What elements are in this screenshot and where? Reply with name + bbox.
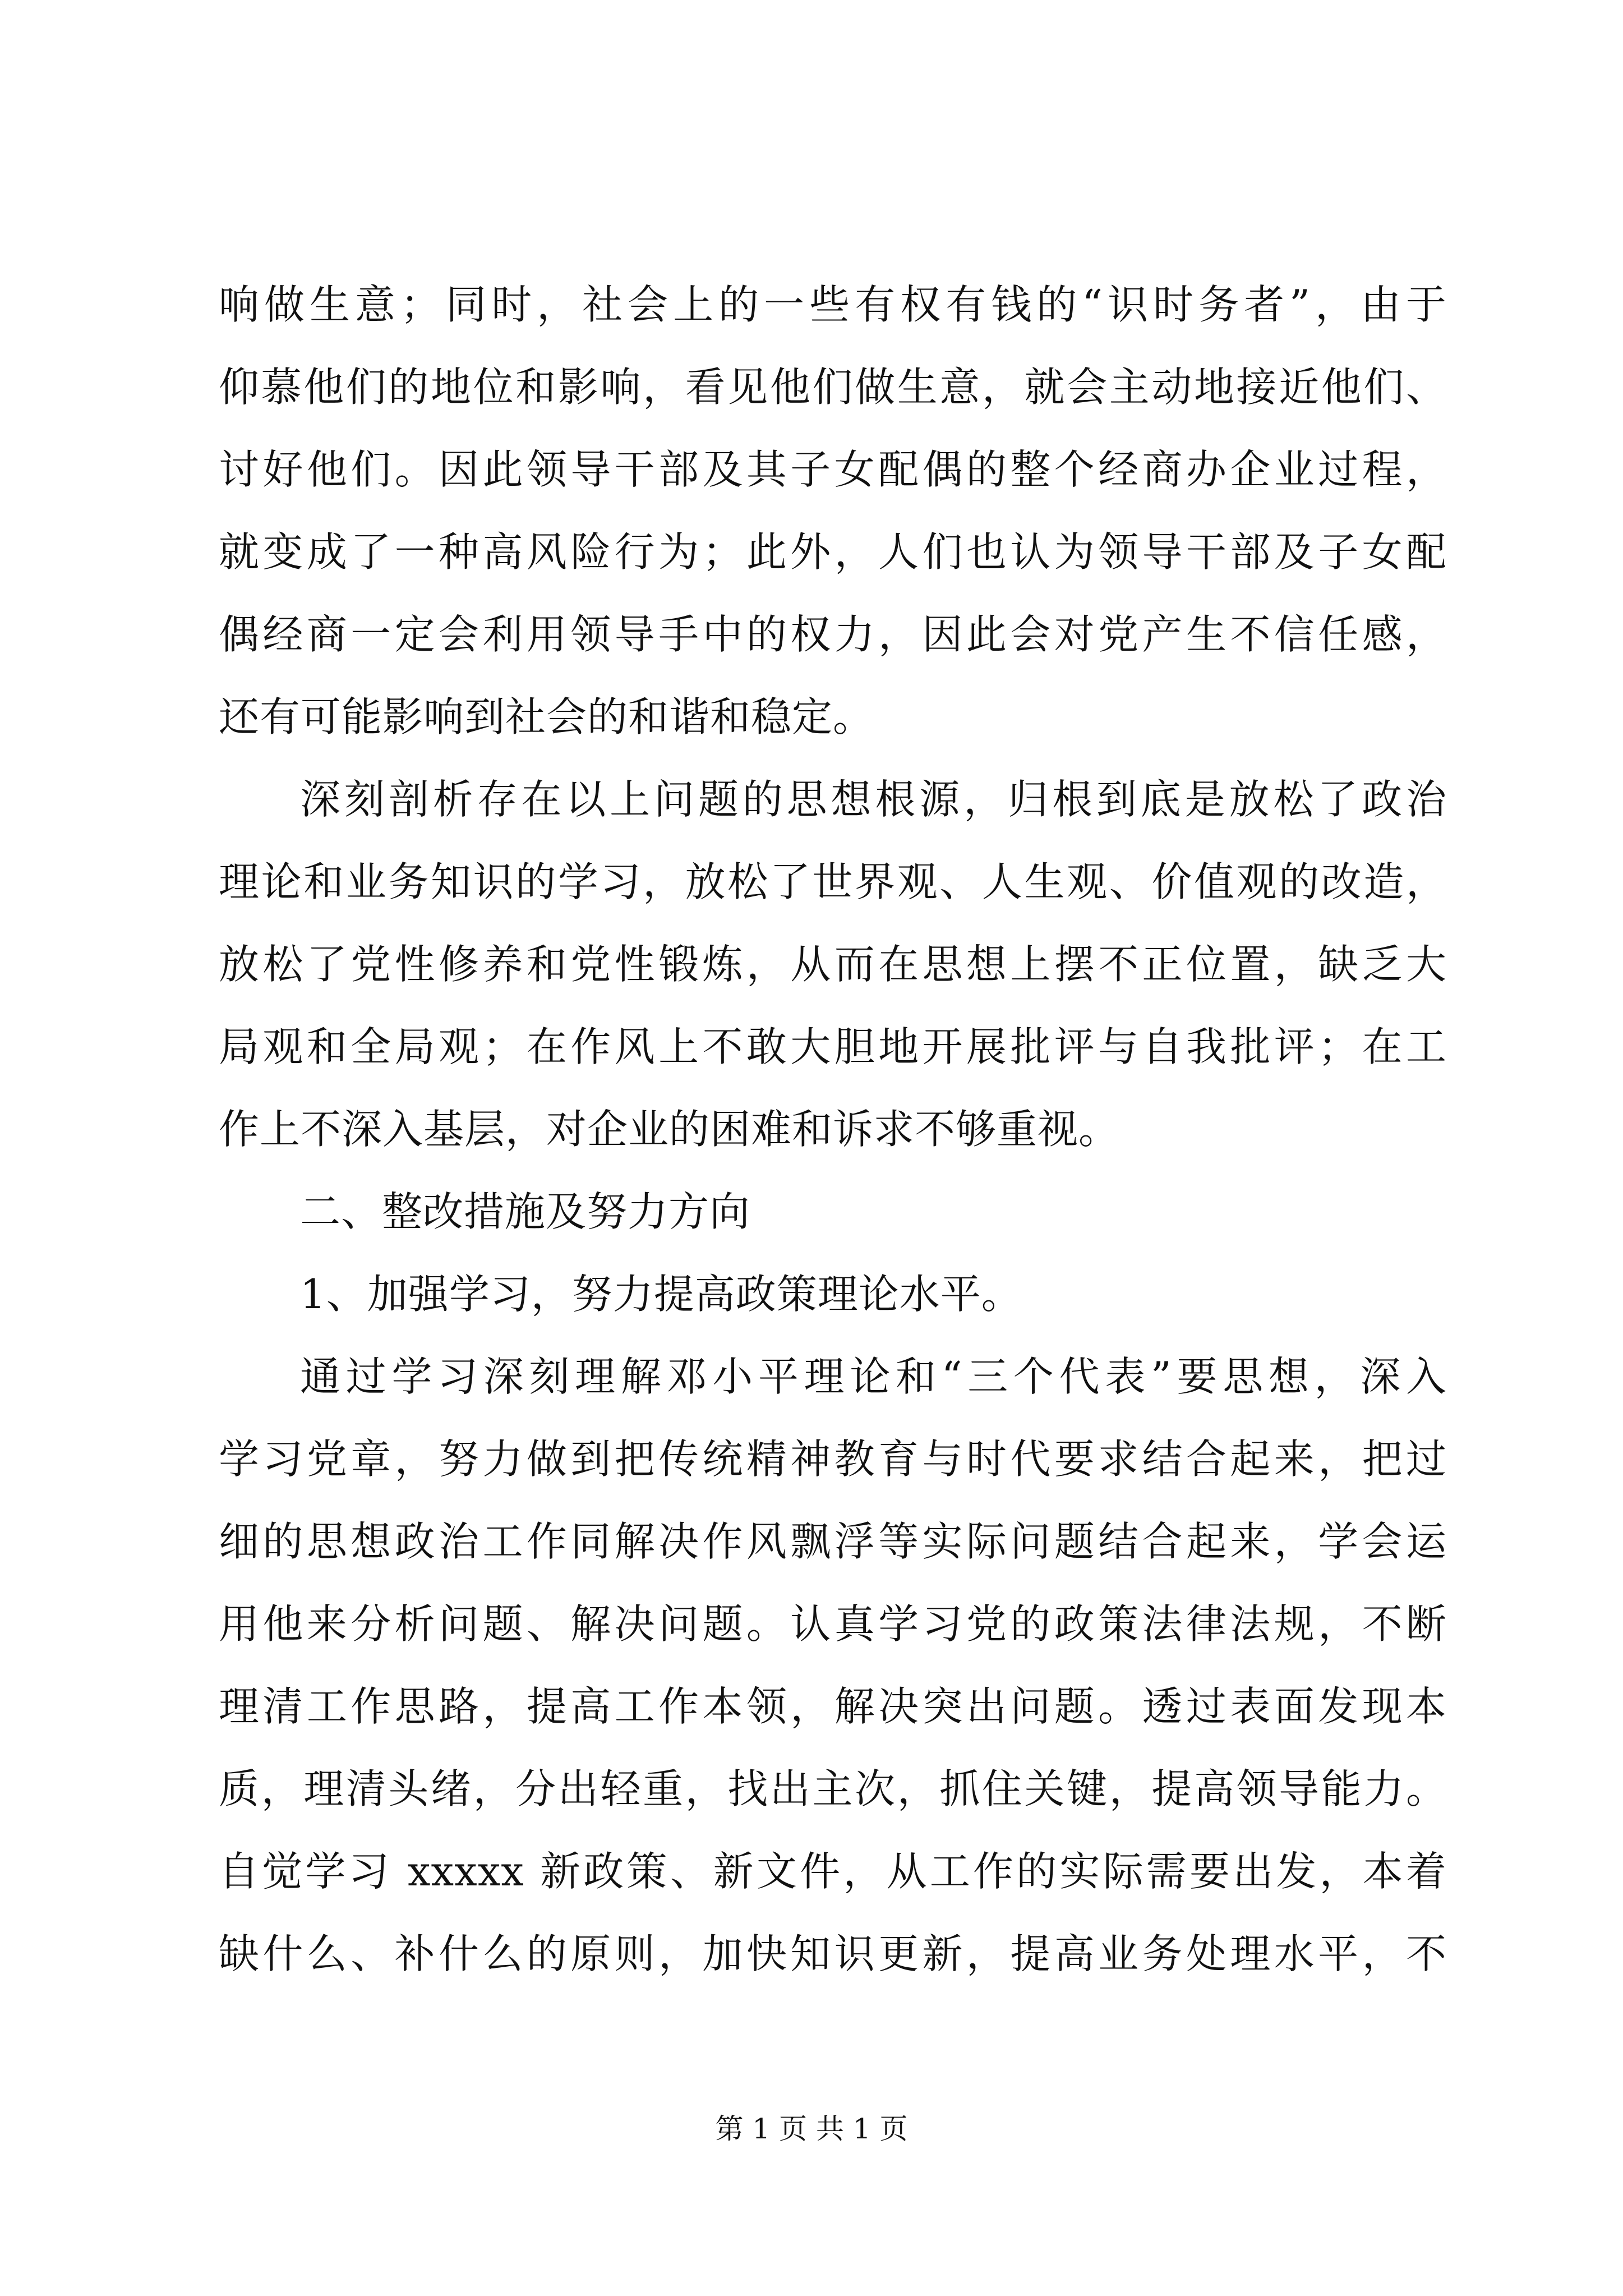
text-line: 仰慕他们的地位和影响，看见他们做生意，就会主动地接近他们、	[219, 364, 1447, 411]
text-line: 偶经商一定会利用领导手中的权力，因此会对党产生不信任感，	[219, 611, 1447, 658]
text-line: 响做生意；同时，社会上的一些有权有钱的“识时务者”，由于	[219, 281, 1447, 328]
text-line: 质，理清头绪，分出轻重，找出主次，抓住关键，提高领导能力。	[219, 1765, 1447, 1812]
text-line: 局观和全局观；在作风上不敢大胆地开展批评与自我批评；在工	[219, 1023, 1447, 1070]
paragraph-first-line: 通过学习深刻理解邓小平理论和“三个代表”要思想，深入	[300, 1353, 1447, 1400]
text-line: 自觉学习 xxxxx 新政策、新文件，从工作的实际需要出发，本着	[219, 1848, 1447, 1895]
text-line: 还有可能影响到社会的和谐和稳定。	[219, 693, 874, 740]
text-line: 讨好他们。因此领导干部及其子女配偶的整个经商办企业过程，	[219, 446, 1447, 493]
text-line: 作上不深入基层，对企业的困难和诉求不够重视。	[219, 1106, 1120, 1153]
text-line: 理清工作思路，提高工作本领，解决突出问题。透过表面发现本	[219, 1683, 1447, 1730]
page-footer: 第 1 页 共 1 页	[715, 2113, 908, 2145]
text-line: 理论和业务知识的学习，放松了世界观、人生观、价值观的改造，	[219, 858, 1447, 905]
text-line: 缺什么、补什么的原则，加快知识更新，提高业务处理水平，不	[219, 1930, 1447, 1977]
text-line: 放松了党性修养和党性锻炼，从而在思想上摆不正位置，缺乏大	[219, 941, 1447, 988]
text-line: 就变成了一种高风险行为；此外，人们也认为领导干部及子女配	[219, 528, 1447, 576]
subsection-heading: 1、加强学习，努力提高政策理论水平。	[300, 1271, 1022, 1318]
text-line: 细的思想政治工作同解决作风飘浮等实际问题结合起来，学会运	[219, 1518, 1447, 1565]
paragraph-first-line: 深刻剖析存在以上问题的思想根源，归根到底是放松了政治	[300, 776, 1447, 823]
text-line: 用他来分析问题、解决问题。认真学习党的政策法律法规，不断	[219, 1600, 1447, 1648]
text-line: 学习党章，努力做到把传统精神教育与时代要求结合起来，把过	[219, 1435, 1447, 1483]
section-heading: 二、整改措施及努力方向	[300, 1188, 751, 1235]
